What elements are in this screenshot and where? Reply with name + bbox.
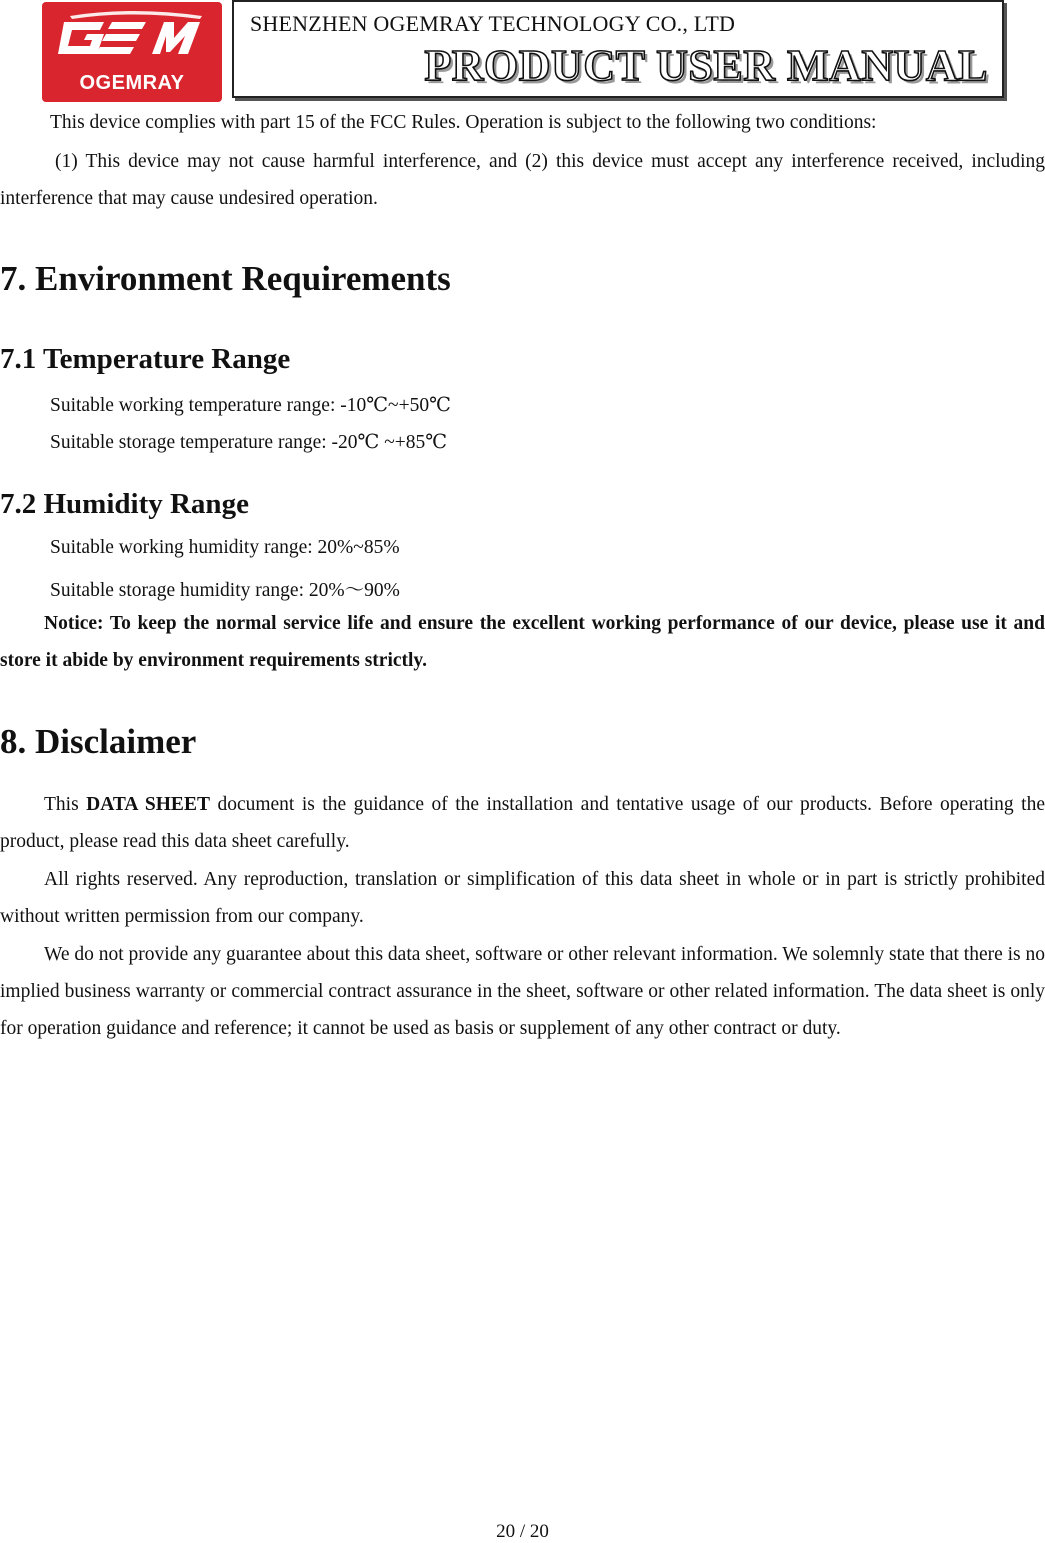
company-name: SHENZHEN OGEMRAY TECHNOLOGY CO., LTD [250,11,736,36]
page-number: 20 / 20 [496,1521,549,1542]
section-7-1-heading: 7.1 Temperature Range [0,343,291,375]
working-humidity-range: Suitable working humidity range: 20%~85% [50,537,400,558]
disclaimer-p1-rest: document is the guidance of the installation and tentative usage of our products. Before operating the product, please read this data sheet carefully. [0,794,1045,852]
company-logo [42,2,222,102]
disclaimer-p1-prefix: This [44,794,87,815]
disclaimer-paragraph-1 [0,786,1045,860]
data-sheet-term: DATA SHEET [86,794,210,815]
working-temperature-range: Suitable working temperature range: -10℃~+50℃ [50,395,451,416]
section-7-2-heading: 7.2 Humidity Range [0,488,249,520]
section-8-heading: 8. Disclaimer [0,722,197,761]
header-box [232,0,1004,98]
environment-notice: Notice: To keep the normal service life and ensure the excellent working performance of our device, please use it and store it abide by environment requirements strictly. [0,613,1045,671]
disclaimer-paragraph-3: We do not provide any guarantee about this data sheet, software or other relevant information. We solemnly state that there is no implied business warranty or commercial contract assurance in the sheet, software or other related information. The data sheet is only for operation guidance and reference; it cannot be used as basis or supplement of any other contract or duty. [0,944,1045,1039]
section-7-heading: 7. Environment Requirements [0,259,451,298]
gem-logo-mark [42,2,222,72]
fcc-conditions-paragraph: (1) This device may not cause harmful interference, and (2) this device must accept any interference received, including interference that may cause undesired operation. [0,151,1045,209]
logo-text: OGEMRAY [79,72,185,94]
disclaimer-paragraph-2: All rights reserved. Any reproduction, translation or simplification of this data sheet in whole or in part is strictly prohibited without written permission from our company. [0,869,1045,927]
storage-temperature-range: Suitable storage temperature range: -20℃ ~+85℃ [50,432,448,453]
manual-title: PRODUCT USER MANUAL [424,41,988,90]
fcc-compliance-line: This device complies with part 15 of the FCC Rules. Operation is subject to the following two conditions: [50,112,877,133]
storage-humidity-range: Suitable storage humidity range: 20%～90% [50,580,400,601]
